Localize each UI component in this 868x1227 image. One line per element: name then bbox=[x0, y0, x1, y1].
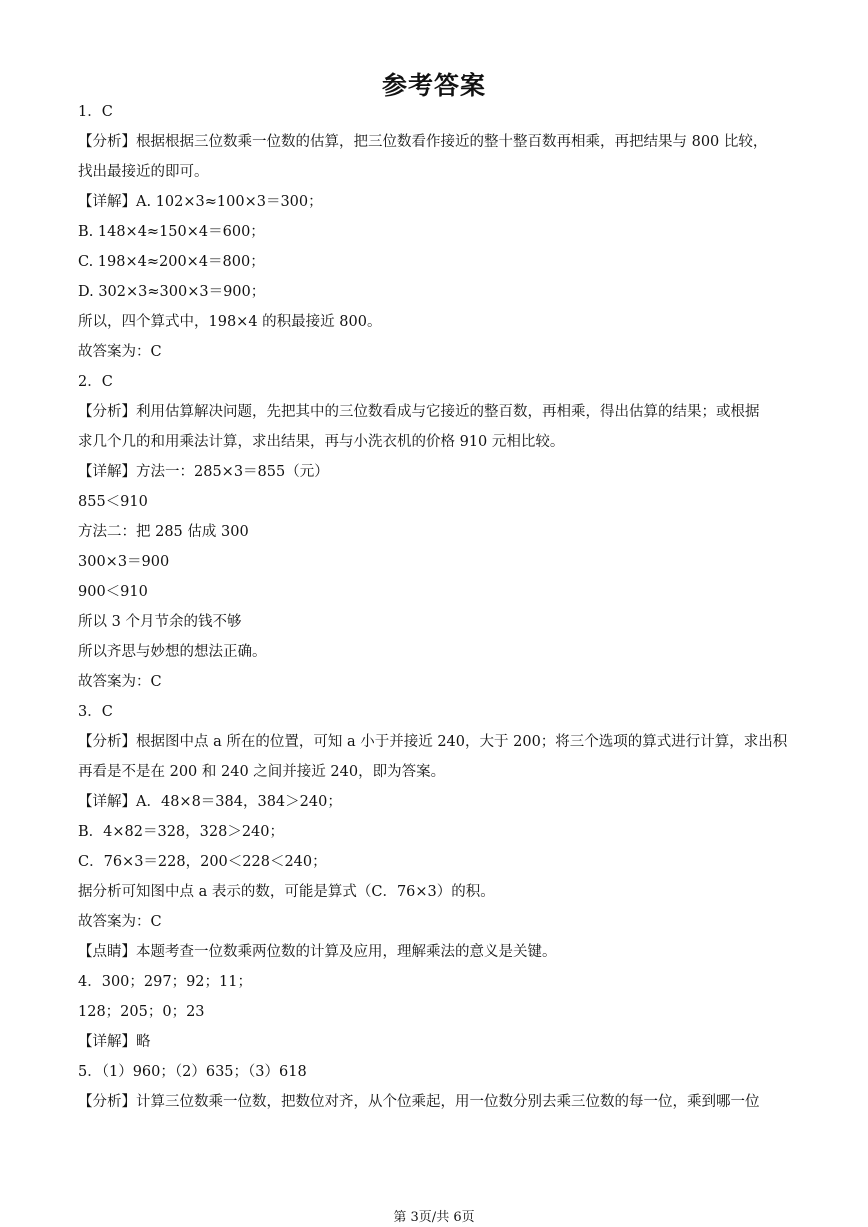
text-line: 方法二：把 285 估成 300 bbox=[78, 524, 249, 540]
text-line: 所以齐思与妙想的想法正确。 bbox=[78, 644, 267, 660]
text-line: 故答案为：C bbox=[78, 914, 162, 930]
text-line: 900＜910 bbox=[78, 584, 148, 600]
text-line: 855＜910 bbox=[78, 494, 148, 510]
text-line: 故答案为：C bbox=[78, 674, 162, 690]
text-line: 【详解】A. 102×3≈100×3＝300； bbox=[78, 194, 323, 210]
text-line: C．76×3＝228，200＜228＜240； bbox=[78, 854, 327, 870]
text-line: 据分析可知图中点 a 表示的数，可能是算式（C．76×3）的积。 bbox=[78, 884, 495, 900]
text-line: 【分析】根据根据三位数乘一位数的估算，把三位数看作接近的整十整百数再相乘，再把结果与 800 比较， bbox=[78, 134, 768, 150]
text-line: 3．C bbox=[78, 704, 113, 720]
page-footer: 第 3页/共 6页 bbox=[393, 1210, 475, 1225]
text-line: 【点睛】本题考查一位数乘两位数的计算及应用，理解乘法的意义是关键。 bbox=[78, 944, 557, 960]
text-line: B. 148×4≈150×4＝600； bbox=[78, 224, 265, 240]
text-line: 128；205；0；23 bbox=[78, 1004, 205, 1020]
text-line: 故答案为：C bbox=[78, 344, 162, 360]
text-line: 求几个几的和用乘法计算，求出结果，再与小洗衣机的价格 910 元相比较。 bbox=[78, 434, 565, 450]
text-line: D. 302×3≈300×3＝900； bbox=[78, 284, 266, 300]
text-line: 找出最接近的即可。 bbox=[78, 164, 209, 180]
text-line: 1．C bbox=[78, 104, 113, 120]
text-line: 所以，四个算式中，198×4 的积最接近 800。 bbox=[78, 314, 382, 330]
text-line: 【详解】方法一：285×3＝855（元） bbox=[78, 464, 329, 480]
text-line: 再看是不是在 200 和 240 之间并接近 240，即为答案。 bbox=[78, 764, 446, 780]
text-line: 【分析】利用估算解决问题，先把其中的三位数看成与它接近的整百数，再相乘，得出估算的结果；或根据 bbox=[78, 404, 760, 420]
text-line: 4．300；297；92；11； bbox=[78, 974, 252, 990]
text-line: 【分析】计算三位数乘一位数，把数位对齐，从个位乘起，用一位数分别去乘三位数的每一位，乘到哪一位 bbox=[78, 1094, 760, 1110]
page-title: 参考答案 bbox=[381, 71, 486, 100]
text-line: B．4×82＝328，328＞240； bbox=[78, 824, 285, 840]
text-line: C. 198×4≈200×4＝800； bbox=[78, 254, 265, 270]
text-line: 【详解】略 bbox=[78, 1034, 151, 1050]
text-line: 【详解】A．48×8＝384，384＞240； bbox=[78, 794, 342, 810]
text-line: 【分析】根据图中点 a 所在的位置，可知 a 小于并接近 240，大于 200；将三个选项的算式进行计算，求出积 bbox=[78, 734, 788, 750]
text-line: 2．C bbox=[78, 374, 113, 390]
text-line: 所以 3 个月节余的钱不够 bbox=[78, 614, 242, 630]
text-line: 5．（1）960；（2）635；（3）618 bbox=[78, 1064, 307, 1080]
text-line: 300×3＝900 bbox=[78, 554, 170, 570]
